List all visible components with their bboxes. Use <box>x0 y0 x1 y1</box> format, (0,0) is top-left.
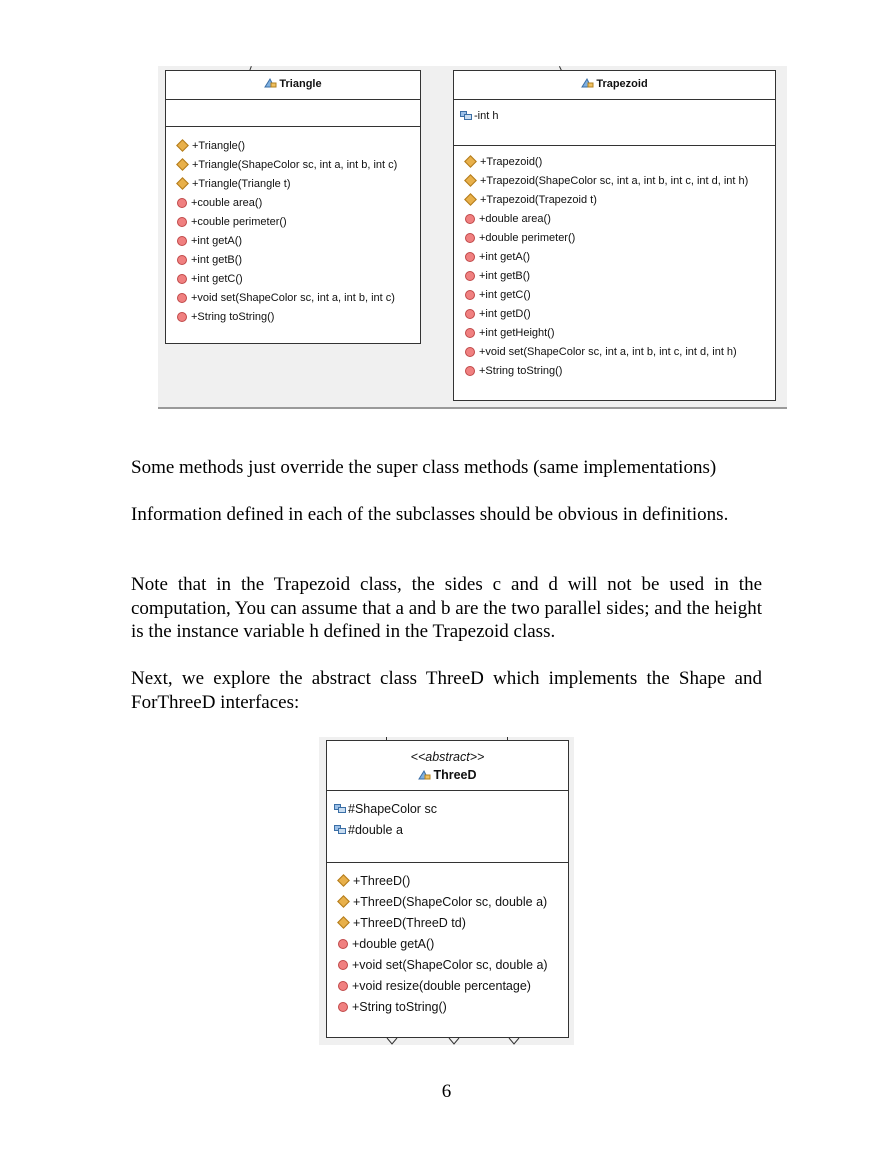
method-icon <box>465 214 475 224</box>
attribute-row <box>460 106 775 125</box>
method-row <box>463 304 775 323</box>
trapezoid-class-box <box>453 70 776 401</box>
member-signature: +int getB() <box>191 253 243 266</box>
member-signature: #double a <box>348 822 403 837</box>
member-signature: +Trapezoid(Trapezoid t) <box>480 193 597 206</box>
member-signature: -int h <box>474 109 499 122</box>
member-signature: +int getD() <box>479 307 531 320</box>
member-signature: +couble perimeter() <box>191 215 287 228</box>
member-signature: +void set(ShapeColor sc, int a, int b, int c) <box>191 291 395 304</box>
method-icon <box>338 939 348 949</box>
class-name: ThreeD <box>433 768 477 782</box>
member-signature: +String toString() <box>352 999 447 1014</box>
class-icon <box>418 769 431 780</box>
constructor-row <box>336 912 568 933</box>
triangle-class-box <box>165 70 421 344</box>
constructor-row <box>175 136 420 155</box>
paragraph-3: Note that in the Trapezoid class, the sides c and d will not be used in the computation, You can assume that a and b are the two parallel sides; and the height is the instance variable h defined in the Trapezoid class. <box>131 574 762 642</box>
constructor-icon <box>337 895 350 908</box>
stereotype-label: <<abstract>> <box>410 750 485 764</box>
threed-header <box>327 741 568 791</box>
member-signature: +int getHeight() <box>479 326 555 339</box>
method-row <box>463 266 775 285</box>
method-icon <box>465 252 475 262</box>
trapezoid-header <box>454 71 775 100</box>
method-icon <box>465 347 475 357</box>
constructor-icon <box>176 139 189 152</box>
member-signature: +int getC() <box>191 272 243 285</box>
triangle-header <box>166 71 420 100</box>
threed-class-box <box>326 740 569 1038</box>
member-signature: +void set(ShapeColor sc, int a, int b, int c, int d, int h) <box>479 345 737 358</box>
member-signature: +Trapezoid(ShapeColor sc, int a, int b, int c, int d, int h) <box>480 174 749 187</box>
method-row <box>175 212 420 231</box>
member-signature: +int getC() <box>479 288 531 301</box>
member-signature: +ThreeD() <box>353 873 411 888</box>
constructor-icon <box>176 158 189 171</box>
field-icon <box>334 804 346 813</box>
constructor-row <box>175 174 420 193</box>
method-icon <box>177 236 187 246</box>
constructor-icon <box>337 874 350 887</box>
method-icon <box>177 274 187 284</box>
method-row <box>175 193 420 212</box>
class-name: Trapezoid <box>596 78 648 90</box>
method-row <box>463 361 775 380</box>
method-row <box>175 231 420 250</box>
method-row <box>463 228 775 247</box>
member-signature: +Triangle(ShapeColor sc, int a, int b, int c) <box>192 158 398 171</box>
member-signature: +Triangle() <box>192 139 246 152</box>
method-icon <box>177 198 187 208</box>
method-row <box>175 250 420 269</box>
paragraph-1: Some methods just override the super class methods (same implementations) <box>131 457 717 478</box>
class-name: Triangle <box>279 78 322 90</box>
threed-attributes <box>327 791 568 863</box>
constructor-icon <box>176 177 189 190</box>
method-icon <box>465 290 475 300</box>
method-row <box>463 247 775 266</box>
trapezoid-operations <box>454 146 775 380</box>
constructor-icon <box>464 193 477 206</box>
member-signature: +Triangle(Triangle t) <box>192 177 291 190</box>
constructor-icon <box>337 916 350 929</box>
member-signature: +int getB() <box>479 269 531 282</box>
triangle-operations <box>166 127 420 326</box>
member-signature: +double perimeter() <box>479 231 576 244</box>
member-signature: +int getA() <box>479 250 531 263</box>
constructor-row <box>463 152 775 171</box>
constructor-row <box>336 870 568 891</box>
class-icon <box>264 77 277 88</box>
method-icon <box>338 960 348 970</box>
member-signature: +couble area() <box>191 196 263 209</box>
method-icon <box>465 233 475 243</box>
member-signature: +Trapezoid() <box>480 155 543 168</box>
method-icon <box>338 1002 348 1012</box>
field-icon <box>460 111 472 120</box>
paragraph-2: Information defined in each of the subclasses should be obvious in definitions. <box>131 504 729 525</box>
method-icon <box>177 293 187 303</box>
member-signature: +double getA() <box>352 936 435 951</box>
method-row <box>175 307 420 326</box>
method-icon <box>177 255 187 265</box>
member-signature: #ShapeColor sc <box>348 801 437 816</box>
field-icon <box>334 825 346 834</box>
attribute-row <box>334 819 568 840</box>
member-signature: +void set(ShapeColor sc, double a) <box>352 957 548 972</box>
member-signature: +int getA() <box>191 234 243 247</box>
method-icon <box>177 217 187 227</box>
member-signature: +String toString() <box>191 310 275 323</box>
constructor-row <box>463 190 775 209</box>
paragraph-4: Next, we explore the abstract class ThreeD which implements the Shape and ForThreeD interfaces: <box>131 668 762 713</box>
method-row <box>336 996 568 1017</box>
method-row <box>175 288 420 307</box>
member-signature: +double area() <box>479 212 551 225</box>
method-icon <box>338 981 348 991</box>
method-row <box>463 209 775 228</box>
constructor-row <box>336 891 568 912</box>
method-row <box>463 323 775 342</box>
threed-operations <box>327 863 568 1017</box>
method-row <box>336 975 568 996</box>
triangle-attributes <box>166 100 420 127</box>
method-row <box>463 342 775 361</box>
constructor-row <box>463 171 775 190</box>
method-icon <box>177 312 187 322</box>
method-icon <box>465 366 475 376</box>
member-signature: +ThreeD(ShapeColor sc, double a) <box>353 894 548 909</box>
method-row <box>463 285 775 304</box>
member-signature: +String toString() <box>479 364 563 377</box>
method-icon <box>465 328 475 338</box>
method-row <box>336 954 568 975</box>
subclass-arrows <box>319 1037 574 1045</box>
constructor-icon <box>464 174 477 187</box>
method-icon <box>465 271 475 281</box>
method-icon <box>465 309 475 319</box>
page-number: 6 <box>441 1081 452 1102</box>
attribute-row <box>334 798 568 819</box>
constructor-row <box>175 155 420 174</box>
constructor-icon <box>464 155 477 168</box>
trapezoid-attributes <box>454 100 775 146</box>
member-signature: +void resize(double percentage) <box>352 978 531 993</box>
method-row <box>175 269 420 288</box>
class-icon <box>581 77 594 88</box>
member-signature: +ThreeD(ThreeD td) <box>353 915 466 930</box>
method-row <box>336 933 568 954</box>
